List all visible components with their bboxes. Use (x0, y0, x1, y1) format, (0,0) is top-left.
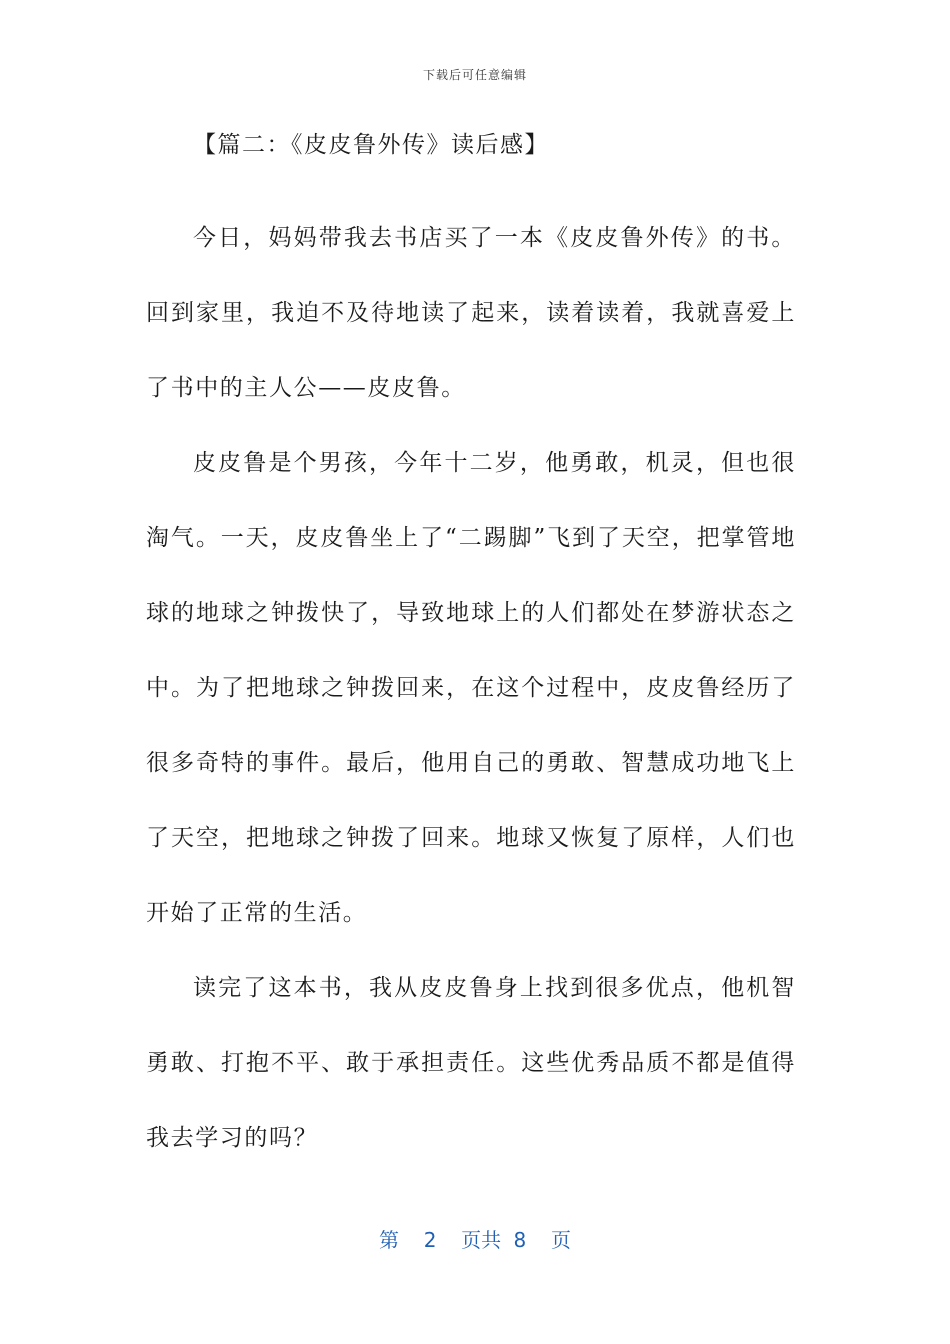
paragraph-2: 皮皮鲁是个男孩，今年十二岁，他勇敢，机灵，但也很淘气。一天，皮皮鲁坐上了“二踢脚”飞到了天空，把掌管地球的地球之钟拨快了，导致地球上的人们都处在梦游状态之中。为了把地球之钟拨回来，在这个过程中，皮皮鲁经历了很多奇特的事件。最后，他用自己的勇敢、智慧成功地飞上了天空，把地球之钟拨了回来。地球又恢复了原样，人们也开始了正常的生活。 (146, 450, 796, 926)
document-body (146, 126, 796, 1176)
document-title: 【篇二：《皮皮鲁外传》读后感】 (193, 132, 549, 158)
page-number-label: 第 2 页共 8 页 (379, 1228, 571, 1252)
page-number-footer (0, 1224, 950, 1253)
header-note: 下载后可任意编辑 (422, 68, 527, 82)
title-spacer (146, 164, 796, 201)
paragraph-1: 今日，妈妈带我去书店买了一本《皮皮鲁外传》的书。回到家里，我迫不及待地读了起来，读着读着，我就喜爱上了书中的主人公——皮皮鲁。 (146, 225, 796, 401)
paragraph-3: 读完了这本书，我从皮皮鲁身上找到很多优点，他机智勇敢、打抱不平、敢于承担责任。这些优秀品质不都是值得我去学习的吗？ (146, 975, 796, 1151)
